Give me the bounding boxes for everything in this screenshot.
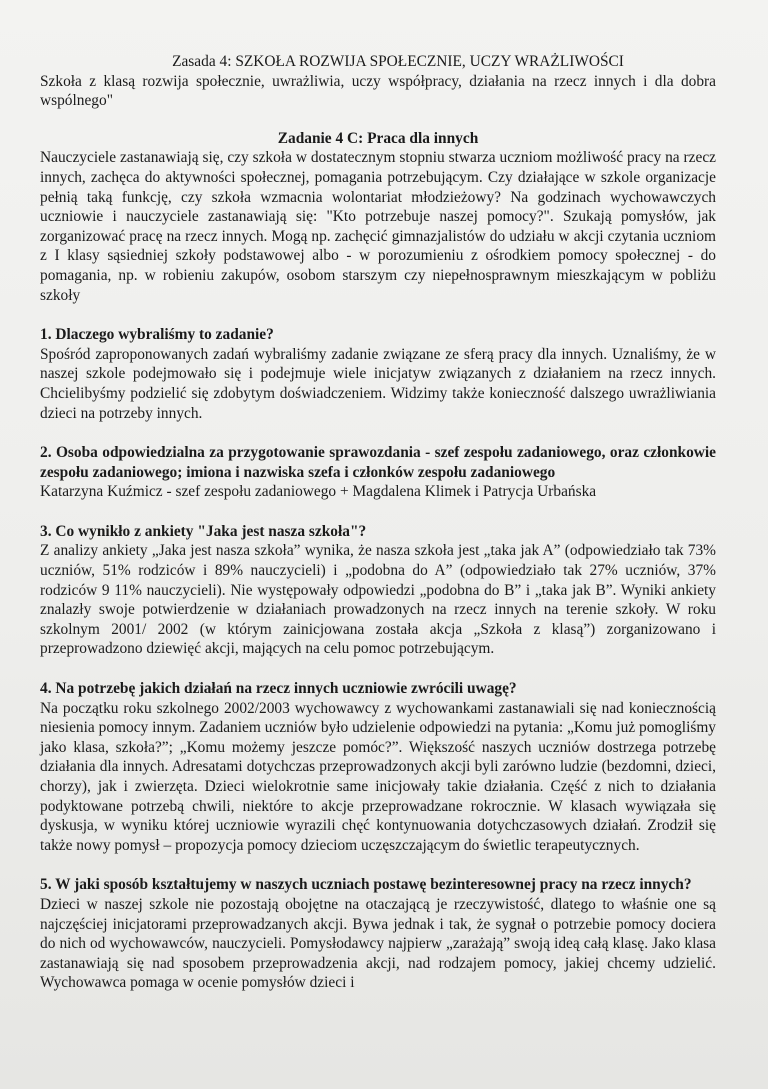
section-3 [40, 522, 716, 659]
section-heading: 2. Osoba odpowiedzialna za przygotowanie sprawozdania - szef zespołu zadaniowego, oraz członkowie zespołu zadaniowego; imiona i nazwiska szefa i członków zespołu zadaniowego [40, 444, 716, 481]
section-body: Z analizy ankiety „Jaka jest nasza szkoła” wynika, że nasza szkoła jest „taka jak A” (odpowiedziało tak 73% uczniów, 51% rodziców i 89% nauczycieli) i „podobna do A” (odpowiedziało tak 27% uczniów, 37% rodziców 9 11% nauczycieli). Nie występowały odpowiedzi „podobna do B” i „taka jak B”. Wyniki ankiety znalazły swoje potwierdzenie w działaniach prowadzonych na rzecz innych na terenie szkoły. W roku szkolnym 2001/ 2002 (w którym zainicjowana została akcja „Szkoła z klasą”) zorganizowano i przeprowadzono dziewięć akcji, mających na celu pomoc potrzebującym. [40, 542, 716, 658]
task-body: Nauczyciele zastanawiają się, czy szkoła w dostatecznym stopniu stwarza uczniom możliwość pracy na rzecz innych, zachęca do aktywności społecznej, pomagania potrzebującym. Czy działające w szkole organizacje pełnią taką funkcję, czy szkoła wzmacnia wolontariat młodzieżowy? Na godzinach wychowawczych uczniowie i nauczyciele zastanawiają się: "Kto potrzebuje naszej pomocy?". Szukają pomysłów, jak zorganizować pracę na rzecz innych. Mogą np. zachęcić gimnazjalistów do udziału w akcji czytania uczniom z I klasy sąsiedniej szkoły podstawowej albo - w porozumieniu z ośrodkiem pomocy społecznej - do pomagania, np. w robieniu zakupów, osobom starszym czy niepełnosprawnym mieszkającym w pobliżu szkoły [40, 149, 716, 304]
task-title: Zadanie 4 C: Praca dla innych [277, 129, 479, 147]
section-5 [40, 875, 716, 993]
section-body: Na początku roku szkolnego 2002/2003 wychowawcy z wychowankami zastanawiali się nad koniecznością niesienia pomocy innym. Zadaniem uczniów było udzielenie odpowiedzi na pytania: „Komu już pomogliśmy jako klasa, szkoła?”; „Komu możemy jeszcze pomóc?”. Większość naszych uczniów dostrzega potrzebę działania dla innych. Adresatami dotychczas przeprowadzonych akcji byli zarówno ludzie (bezdomni, dzieci, chorzy), jak i zwierzęta. Dzieci wielokrotnie same inicjowały takie działania. Część z nich to działania podyktowane potrzebą chwili, niektóre to akcje przeprowadzane rokrocznie. W klasach wywiązała się dyskusja, w wyniku której uczniowie wyrazili chęć kontynuowania dotychczasowych działań. Zrodził się także nowy pomysł – propozycja pomocy dzieciom uczęszczającym do świetlic terapeutycznych. [40, 699, 716, 854]
section-heading: 1. Dlaczego wybraliśmy to zadanie? [40, 326, 274, 344]
document-content [40, 52, 716, 993]
section-heading: 5. W jaki sposób kształtujemy w naszych uczniach postawę bezinteresownej pracy na rzecz innych? [40, 876, 692, 894]
section-body: Dzieci w naszej szkole nie pozostają obojętne na otaczającą je rzeczywistość, dlatego to właśnie one są najczęściej inicjatorami przeprowadzanych akcji. Bywa jednak i tak, że sygnał o potrzebie pomocy dociera do nich od wychowawców, nauczycieli. Pomysłodawcy najpierw „zarażają” swoją ideą całą klasę. Jako klasa zastanawiają się nad sposobem przeprowadzenia akcji, nad rodzajem pomocy, jakiej chcemy udzielić. Wychowawca pomaga w ocenie pomysłów dzieci i [40, 895, 716, 992]
section-2 [40, 443, 716, 502]
section-body: Spośród zaproponowanych zadań wybraliśmy zadanie związane ze sferą pracy dla innych. Uznaliśmy, że w naszej szkole podejmowało się i podejmuje wiele inicjatyw związanych z działaniem na rzecz innych. Chcielibyśmy podzielić się zdobytym doświadczeniem. Widzimy także konieczność dalszego uwrażliwiania dzieci na potrzeby innych. [40, 345, 716, 422]
section-4 [40, 679, 716, 855]
section-heading: 4. Na potrzebę jakich działań na rzecz innych uczniowie zwrócili uwagę? [40, 680, 517, 698]
section-body: Katarzyna Kuźmicz - szef zespołu zadaniowego + Magdalena Klimek i Patrycja Urbańska [40, 483, 597, 501]
principle-title: Zasada 4: SZKOŁA ROZWIJA SPOŁECZNIE, UCZY WRAŻLIWOŚCI [172, 53, 624, 70]
section-1 [40, 325, 716, 423]
section-heading: 3. Co wynikło z ankiety "Jaka jest nasza szkoła"? [40, 522, 367, 540]
principle-description: Szkoła z klasą rozwija społecznie, uwrażliwia, uczy współpracy, działania na rzecz innych i dla dobra wspólnego" [40, 72, 716, 110]
